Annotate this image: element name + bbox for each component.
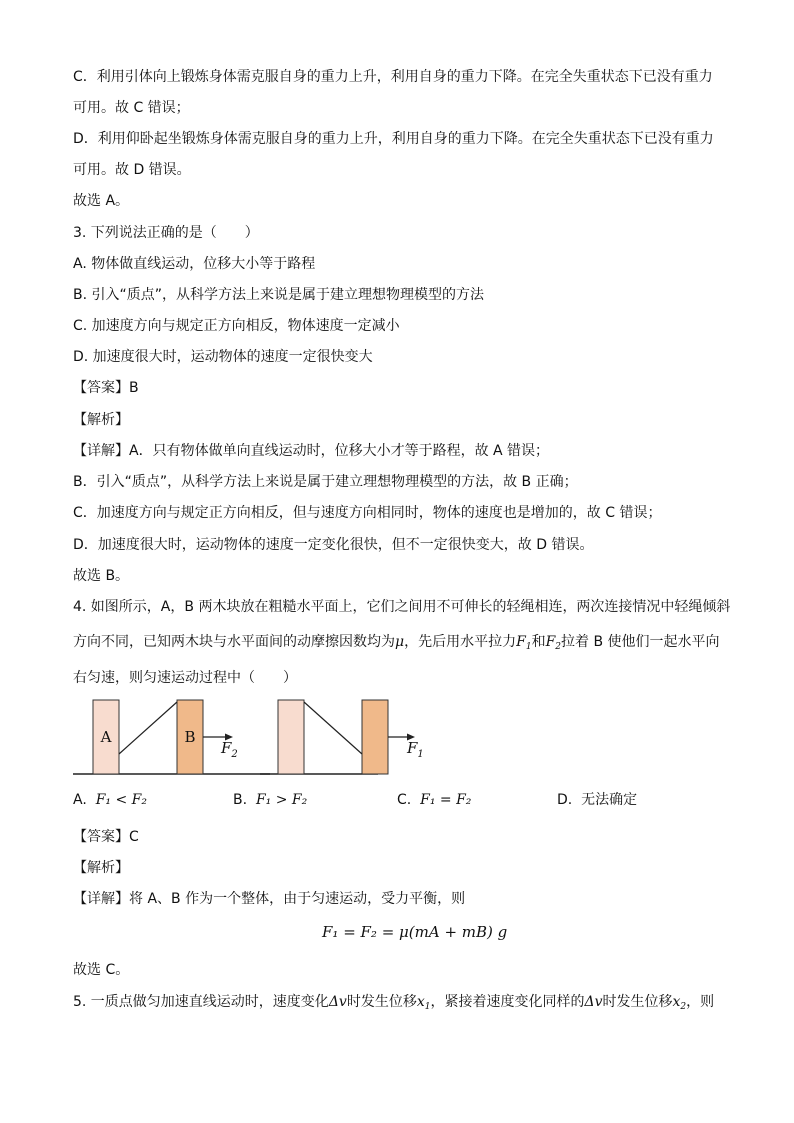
rope-right xyxy=(304,702,362,754)
q4-option-d: D. 无法确定 xyxy=(557,792,638,808)
q2-option-d-line2: 可用。故 D 错误。 xyxy=(73,162,191,178)
answer-tag: 【答案】 xyxy=(73,380,129,396)
q4-choose: 故选 C。 xyxy=(73,962,130,978)
q4-option-b: B. F₁ > F₂ xyxy=(233,792,308,808)
q4-option-a: A. F₁ < F₂ xyxy=(73,792,147,808)
q3-option-b: B. 引入“质点”，从科学方法上来说是属于建立理想物理模型的方法 xyxy=(73,287,485,303)
force-label-left: $F_2$ xyxy=(221,739,238,760)
block-b-label-left: B xyxy=(184,728,196,746)
stem-text: 方向不同，已知两木块与水平面间的动摩擦因数均为 xyxy=(73,634,395,650)
force-label-right: $F_1$ xyxy=(407,739,424,760)
answer-tag: 【答案】 xyxy=(73,829,129,845)
stem-text: 和 xyxy=(531,634,546,650)
block-a-right xyxy=(278,700,304,774)
q3-stem: 3. 下列说法正确的是（ ） xyxy=(73,225,259,241)
block-a-label-left: A xyxy=(100,728,112,746)
f1-symbol: $F_1$ xyxy=(516,634,532,652)
stem-text: ，先后用水平拉力 xyxy=(404,634,517,650)
q4-stem-line3: 右匀速，则匀速运动过程中（ ） xyxy=(73,670,297,686)
q4-analysis-tag: 【解析】 xyxy=(73,860,129,876)
stem-text: ，紧接着速度变化同样的 xyxy=(430,994,585,1010)
q4-answer xyxy=(73,827,139,847)
q2-option-c-line1: C．利用引体向上锻炼身体需克服自身的重力上升，利用自身的重力下降。在完全失重状态下已没有重力 xyxy=(73,69,713,85)
q2-option-d-line1: D．利用仰卧起坐锻炼身体需克服自身的重力上升，利用自身的重力下降。在完全失重状态下已没有重力 xyxy=(73,131,714,147)
q4-stem-line2 xyxy=(73,632,720,657)
q3-detail-b: B．引入“质点”，从科学方法上来说是属于建立理想物理模型的方法，故 B 正确； xyxy=(73,474,578,490)
delta-v: Δv xyxy=(584,994,603,1010)
q3-detail-a xyxy=(73,441,549,461)
q4-detail xyxy=(73,889,465,909)
q4-stem-line1: 4. 如图所示，A，B 两木块放在粗糙水平面上，它们之间用不可伸长的轻绳相连，两次连接情况中轻绳倾斜 xyxy=(73,599,731,615)
q3-option-c: C. 加速度方向与规定正方向相反，物体速度一定减小 xyxy=(73,318,400,334)
answer-value: C xyxy=(129,829,139,845)
option-expr: F₁ > F₂ xyxy=(255,792,308,808)
delta-v: Δv xyxy=(328,994,347,1010)
q4-formula: F₁ = F₂ = μ(mA + mB) g xyxy=(322,923,508,941)
q4-figure xyxy=(70,695,390,780)
f2-symbol: $F_2$ xyxy=(545,634,562,652)
q4-figure-right-force xyxy=(380,695,440,780)
rope-left xyxy=(119,702,177,754)
q4-option-c: C. F₁ = F₂ xyxy=(397,792,472,808)
q3-analysis-tag: 【解析】 xyxy=(73,412,129,428)
option-expr: F₁ < F₂ xyxy=(95,792,147,808)
detail-text: A．只有物体做单向直线运动时，位移大小才等于路程，故 A 错误； xyxy=(129,443,550,459)
x2-symbol: $x_2$ xyxy=(672,994,687,1012)
detail-tag: 【详解】 xyxy=(73,443,129,459)
option-expr: F₁ = F₂ xyxy=(420,792,472,808)
q2-choose: 故选 A。 xyxy=(73,193,130,209)
x1-symbol: $x_1$ xyxy=(416,994,431,1012)
stem-text: 时发生位移 xyxy=(602,994,673,1010)
mu-symbol: μ xyxy=(395,634,405,650)
q5-stem xyxy=(73,992,714,1017)
q3-option-d: D. 加速度很大时，运动物体的速度一定很快变大 xyxy=(73,349,373,365)
q3-detail-d: D．加速度很大时，运动物体的速度一定变化很快，但不一定很快变大，故 D 错误。 xyxy=(73,537,594,553)
q2-option-c-line2: 可用。故 C 错误； xyxy=(73,100,190,116)
stem-text: ，则 xyxy=(686,994,715,1010)
q3-answer xyxy=(73,378,139,398)
q3-choose: 故选 B。 xyxy=(73,568,130,584)
q3-option-a: A. 物体做直线运动，位移大小等于路程 xyxy=(73,256,316,272)
stem-text: 5. 一质点做匀加速直线运动时，速度变化 xyxy=(73,994,329,1010)
detail-text: 将 A、B 作为一个整体，由于匀速运动，受力平衡，则 xyxy=(129,891,466,907)
stem-text: 拉着 B 使他们一起水平向 xyxy=(561,634,720,650)
option-text: 无法确定 xyxy=(581,792,638,808)
answer-value: B xyxy=(129,380,139,396)
detail-tag: 【详解】 xyxy=(73,891,129,907)
q3-detail-c: C．加速度方向与规定正方向相反，但与速度方向相同时，物体的速度也是增加的，故 C 错误； xyxy=(73,505,662,521)
stem-text: 时发生位移 xyxy=(346,994,417,1010)
